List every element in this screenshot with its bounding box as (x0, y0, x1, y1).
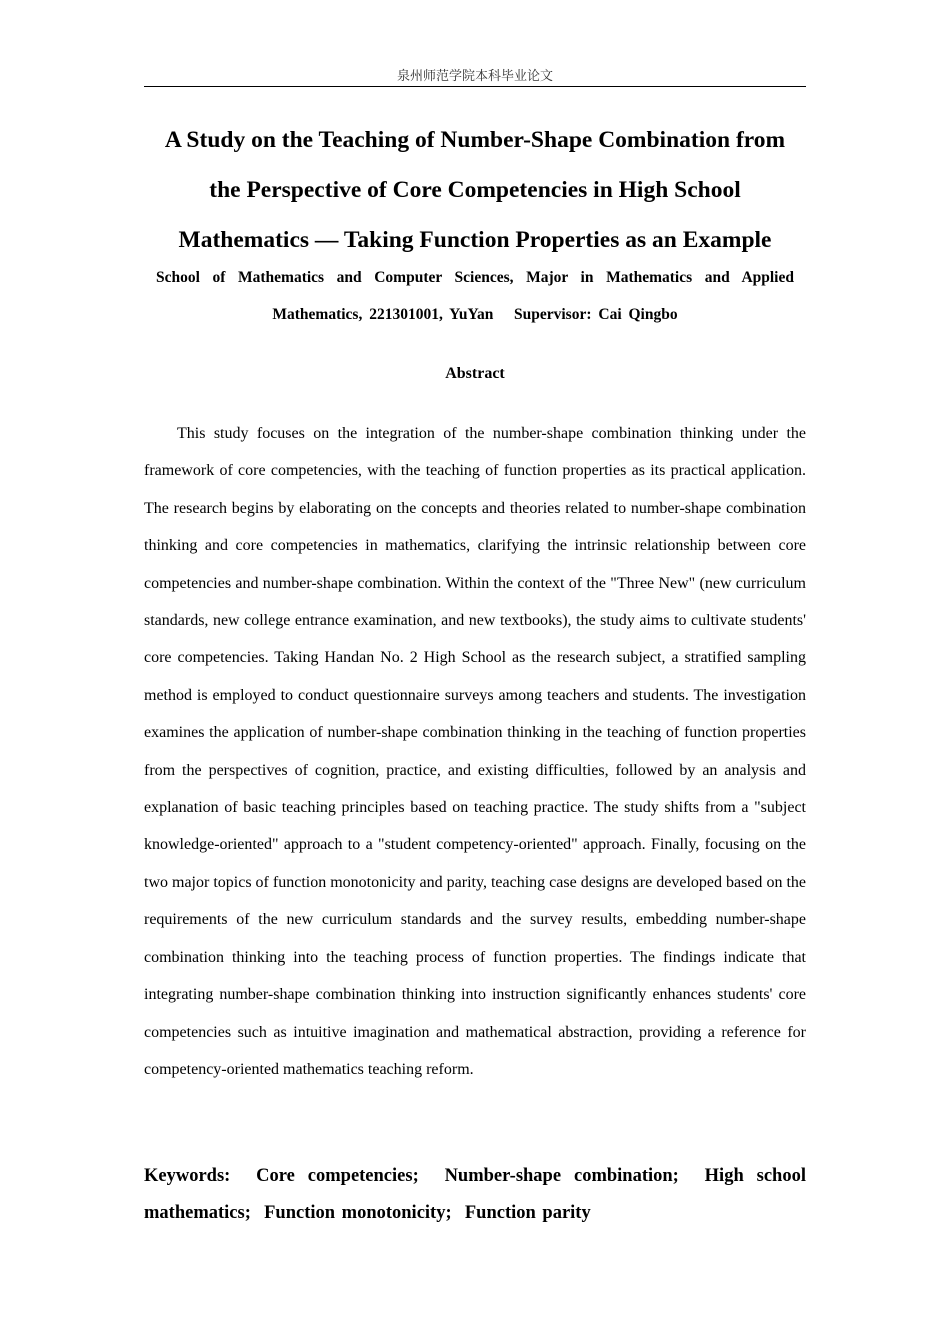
paper-title (144, 115, 806, 265)
paper-title-line-2: the Perspective of Core Competencies in High School (209, 177, 741, 203)
paper-title-line-3: Mathematics — Taking Function Properties as an Example (178, 227, 772, 253)
abstract-heading: Abstract (445, 365, 505, 382)
keywords: Keywords: Core competencies; Number-shape combination; High school mathematics; Function monotonicity; Function parity (144, 1166, 813, 1223)
abstract-body: This study focuses on the integration of the number-shape combination thinking under the framework of core competencies, with the teaching of function properties as its practical application. The research begins by elaborating on the concepts and theories related to number-shape combination thinking and core competencies in mathematics, clarifying the intrinsic relationship between core competencies and number-shape combination. Within the context of the "Three New" (new curriculum standards, new college entrance examination, and new textbooks), the study aims to cultivate students' core competencies. Taking Handan No. 2 High School as the research subject, a stratified sampling method is employed to conduct questionnaire surveys among teachers and students. The investigation examines the application of number-shape combination thinking in the teaching of function properties from the perspectives of cognition, practice, and existing difficulties, followed by an analysis and explanation of basic teaching principles based on teaching practice. The study shifts from a "subject knowledge-oriented" approach to a "student competency-oriented" approach. Finally, focusing on the two major topics of function monotonicity and parity, teaching case designs are developed based on the requirements of the new curriculum standards and the survey results, embedding number-shape combination thinking into the teaching process of function properties. The findings indicate that integrating number-shape combination thinking into instruction significantly enhances students' core competencies such as intuitive imagination and mathematical abstraction, providing a reference for competency-oriented mathematics teaching reform. (144, 425, 806, 1078)
author-affiliation-line-1: School of Mathematics and Computer Sciences, Major in Mathematics and Applied (156, 269, 794, 286)
paper-title-line-1: A Study on the Teaching of Number-Shape Combination from (164, 127, 786, 153)
running-header: 泉州师范学院本科毕业论文 (144, 66, 806, 87)
author-affiliation (144, 259, 806, 333)
author-affiliation-line-2: Mathematics, 221301001, YuYan Supervisor: Cai Qingbo (272, 306, 678, 323)
